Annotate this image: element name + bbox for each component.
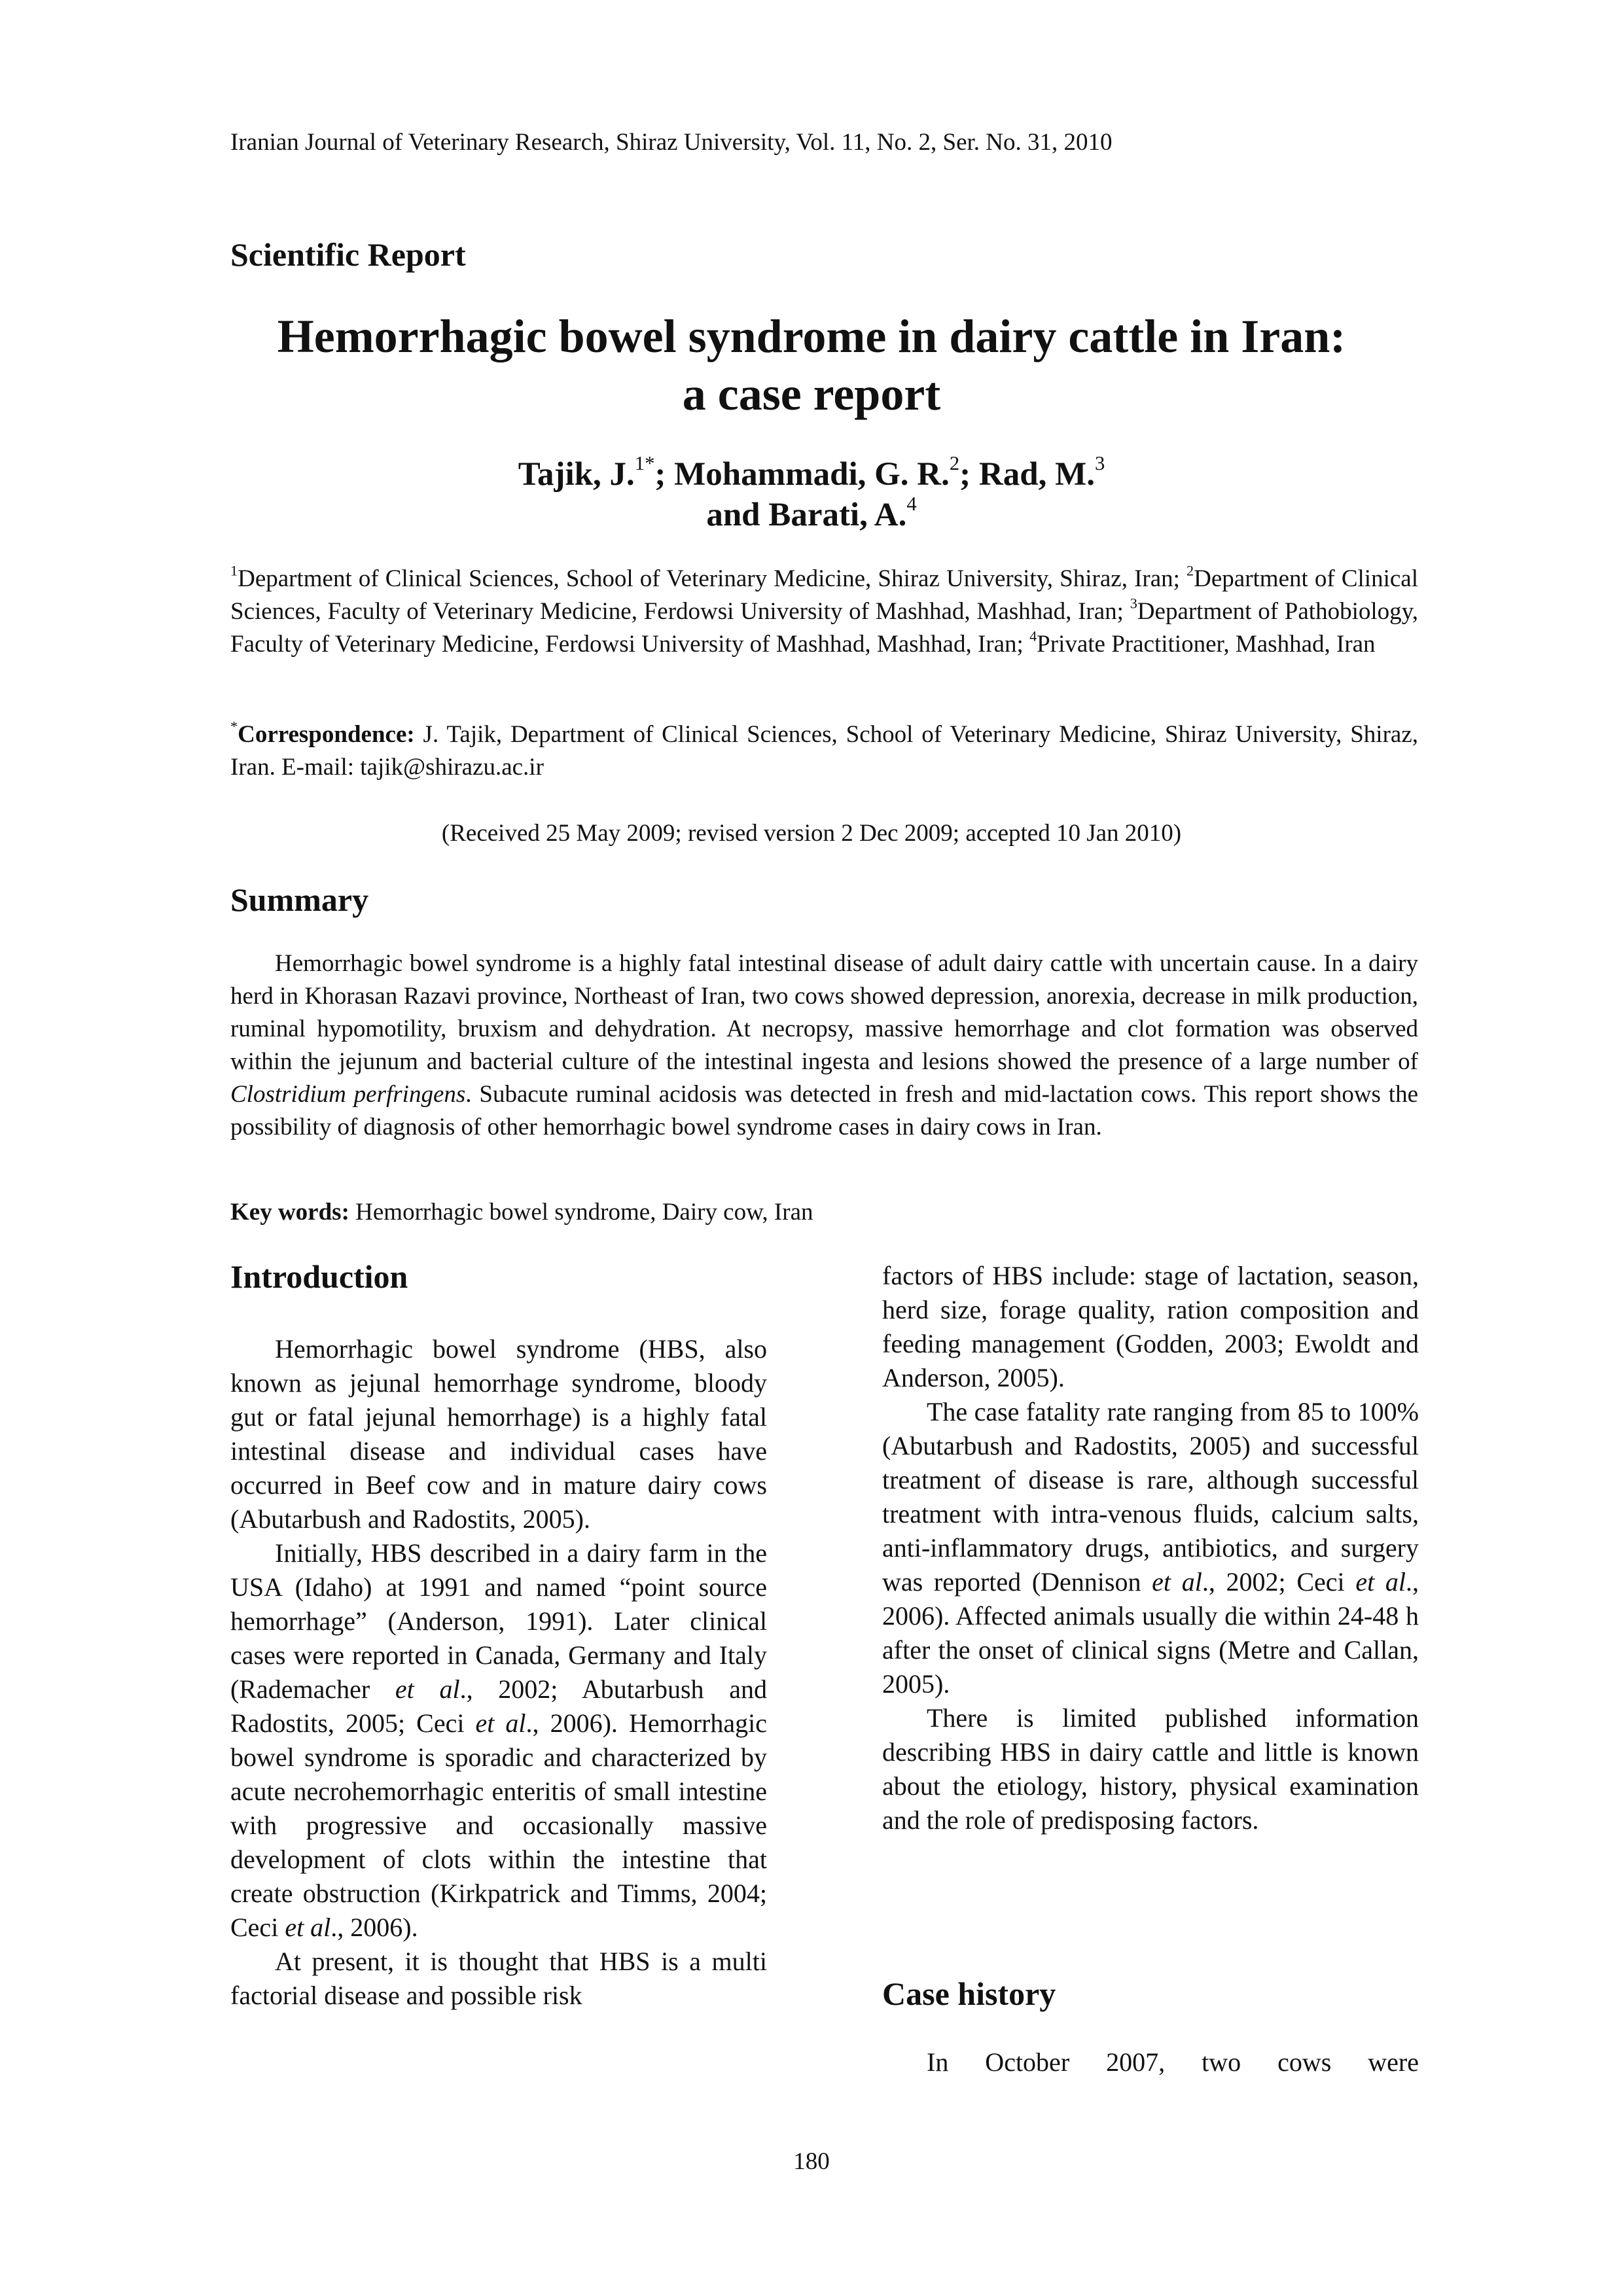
summary-text: . Subacute ruminal acidosis was detected in fresh and mid-lactation cows. This report shows the possibility of diagnosis of other hemorrhagic bowel syndrome cases in dairy cows in Iran.: [230, 1081, 1418, 1140]
intro-text: ., 2006).: [330, 1913, 418, 1942]
intro-citation-etal: et al: [395, 1674, 460, 1704]
case-history-heading: Case history: [882, 1975, 1056, 2012]
affil-number: 2: [1186, 562, 1194, 579]
intro-paragraph-5: There is limited published information describing HBS in dairy cattle and little is known about the etiology, history, physical examination and the role of predisposing factors.: [882, 1703, 1419, 1835]
intro-citation-etal: et al: [1355, 1567, 1406, 1597]
correspondence-label: Correspondence:: [238, 721, 415, 748]
summary-body: [230, 947, 1418, 1144]
affil-number: 1: [230, 562, 238, 579]
received-dates: (Received 25 May 2009; revised version 2 Dec 2009; accepted 10 Jan 2010): [441, 820, 1182, 847]
summary-paragraph: [230, 947, 1418, 1144]
intro-citation-etal: et al: [285, 1913, 331, 1942]
intro-paragraph-3: At present, it is thought that HBS is a multi factorial disease and possible risk: [230, 1947, 767, 2010]
author-separator: ;: [654, 456, 675, 493]
author-affil-marker: 3: [1095, 452, 1105, 475]
intro-text: ., 2002; Ceci: [1202, 1567, 1356, 1597]
affil-number: 3: [1130, 595, 1137, 612]
article-title-line-1: Hemorrhagic bowel syndrome in dairy cattle in Iran:: [277, 310, 1346, 362]
intro-text: ., 2002; Abutarbush and Radostits, 2005; Ceci: [230, 1674, 767, 1738]
authors-line-1: [0, 454, 1623, 495]
author-affil-marker: 2: [949, 452, 960, 475]
affil-text: Department of Pathobiology, Faculty of Veterinary Medicine, Ferdowsi University of Mashhad, Mashhad, Iran;: [230, 598, 1418, 658]
correspondence: [230, 718, 1418, 784]
affil-text: Department of Clinical Sciences, School of Veterinary Medicine, Shiraz University, Shiraz, Iran;: [238, 565, 1187, 592]
keywords-text: Hemorrhagic bowel syndrome, Dairy cow, Iran: [349, 1199, 813, 1226]
intro-text: The case fatality rate ranging from 85 to 100% (Abutarbush and Radostits, 2005) and successful treatment of disease is rare, although successful treatment with intra-venous fluids, calcium salts, anti-inflammatory drugs, antibiotics, and surgery was reported (Dennison: [882, 1397, 1419, 1597]
case-history-body: [882, 2045, 1419, 2079]
authors-line-2: [0, 495, 1623, 535]
correspondence-text: J. Tajik, Department of Clinical Sciences, School of Veterinary Medicine, Shiraz University, Shiraz, Iran. E-mail: tajik@shirazu.ac.ir: [230, 721, 1418, 781]
author-name: Mohammadi, G. R.: [674, 456, 950, 493]
keywords-label: Key words:: [230, 1199, 349, 1226]
author-affil-marker: 4: [906, 493, 917, 516]
summary-text: Hemorrhagic bowel syndrome is a highly fatal intestinal disease of adult dairy cattle with uncertain cause. In a dairy herd in Khorasan Razavi province, Northeast of Iran, two cows showed depression, anorexia, decrease in milk production, ruminal hypomotility, bruxism and dehydration. At necropsy, massive hemorrhage and clot formation was observed within the jejunum and bacterial culture of the intestinal ingesta and lesions showed the presence of a large number of: [230, 950, 1418, 1075]
author-separator: ;: [959, 456, 979, 493]
affil-text: Department of Clinical Sciences, Faculty of Veterinary Medicine, Ferdowsi University of Mashhad, Mashhad, Iran;: [230, 565, 1418, 625]
affil-number: 4: [1029, 627, 1037, 645]
section-type: Scientific Report: [230, 236, 466, 273]
intro-text: Initially, HBS described in a dairy farm in the USA (Idaho) at 1991 and named “point source hemorrhage” (Anderson, 1991). Later clinical cases were reported in Canada, Germany and Italy (Rademacher: [230, 1538, 767, 1704]
summary-heading: Summary: [230, 881, 369, 918]
author-name: Rad, M.: [978, 456, 1095, 493]
intro-paragraph-2: [230, 1536, 767, 1945]
intro-citation-etal: et al: [475, 1708, 526, 1738]
correspondence-marker: *: [230, 718, 238, 735]
keywords: [230, 1196, 1418, 1229]
author-conjunction: and: [706, 497, 769, 533]
author-name: Tajik, J.: [518, 456, 635, 493]
article-title-line-2: a case report: [682, 368, 941, 420]
intro-paragraph-3-continued: factors of HBS include: stage of lactation, season, herd size, forage quality, ration composition and feeding management (Godden, 2003; Ewoldt and Anderson, 2005).: [882, 1261, 1419, 1392]
intro-text: ., 2006). Hemorrhagic bowel syndrome is sporadic and characterized by acute necrohemorrhagic enteritis of small intestine with progressive and occasionally massive development of clots within the intestine that create obstruction (Kirkpatrick and Timms, 2004; Ceci: [230, 1708, 767, 1942]
intro-citation-etal: et al: [1152, 1567, 1202, 1597]
author-affil-marker: 1*: [634, 452, 655, 475]
page-number: 180: [793, 2148, 830, 2175]
summary-species-name: Clostridium perfringens: [230, 1081, 466, 1108]
affiliations: [230, 563, 1418, 661]
affil-text: Private Practitioner, Mashhad, Iran: [1037, 631, 1376, 658]
author-name: Barati, A.: [768, 497, 907, 533]
intro-text: ., 2006). Affected animals usually die within 24-48 h after the onset of clinical signs (Metre and Callan, 2005).: [882, 1567, 1419, 1699]
left-column: [230, 1332, 767, 2013]
journal-header: Iranian Journal of Veterinary Research, Shiraz University, Vol. 11, No. 2, Ser. No. 31, 2010: [230, 129, 1113, 156]
intro-paragraph-4: [882, 1395, 1419, 1701]
introduction-heading: Introduction: [230, 1258, 408, 1295]
intro-paragraph-1: Hemorrhagic bowel syndrome (HBS, also known as jejunal hemorrhage syndrome, bloody gut or fatal jejunal hemorrhage) is a highly fatal intestinal disease and individual cases have occurred in Beef cow and in mature dairy cows (Abutarbush and Radostits, 2005).: [230, 1334, 767, 1534]
case-history-paragraph-1: In October 2007, two cows were: [927, 2047, 1419, 2077]
right-column: [882, 1259, 1419, 1837]
